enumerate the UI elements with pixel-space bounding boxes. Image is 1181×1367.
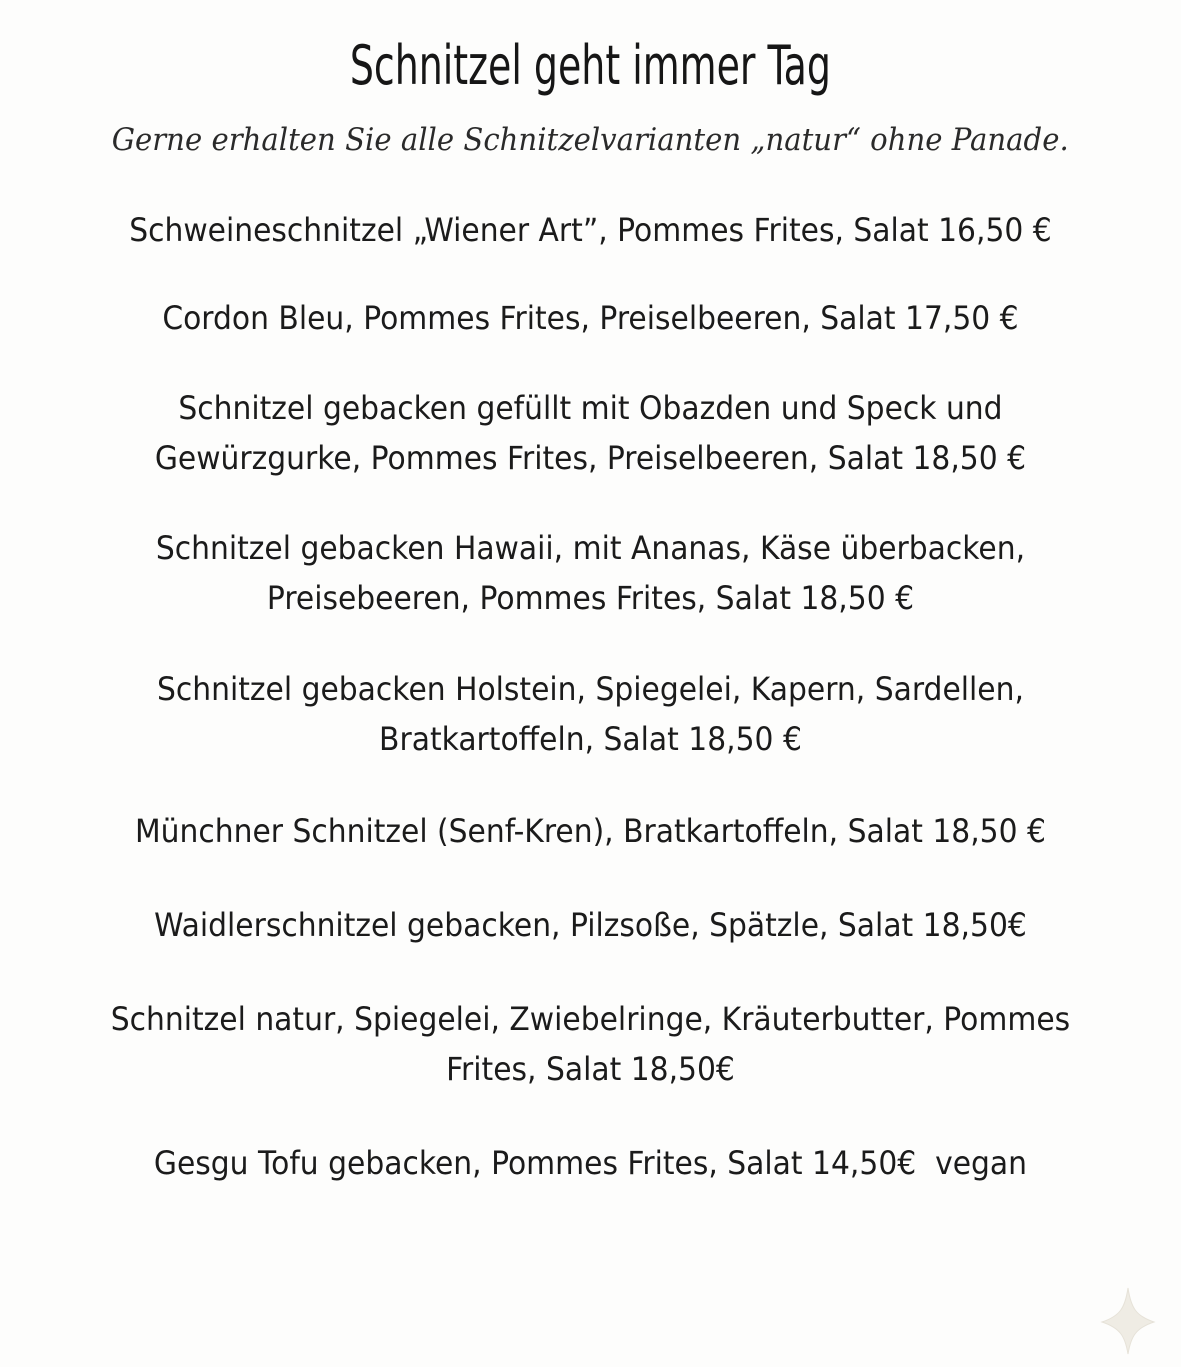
menu-item-waidlerschnitzel (0, 900, 1181, 950)
menu-title: Schnitzel geht immer Tag (349, 34, 831, 97)
menu-item-muenchner-schnitzel (0, 806, 1181, 856)
menu-item-line: Bratkartoffeln, Salat 18,50 € (379, 720, 802, 758)
menu-item-line: Waidlerschnitzel gebacken, Pilzsoße, Spätzle, Salat 18,50€ (154, 906, 1027, 944)
menu-item-schnitzel-natur (0, 994, 1181, 1094)
sparkle-icon (1100, 1286, 1156, 1356)
menu-item-line: Preisebeeren, Pommes Frites, Salat 18,50 € (266, 579, 915, 617)
menu-item-schnitzel-holstein (0, 664, 1181, 764)
menu-item-line: Schweineschnitzel „Wiener Art”, Pommes Frites, Salat 16,50 € (129, 211, 1052, 249)
menu-subtitle: Gerne erhalten Sie alle Schnitzelvarianten „natur“ ohne Panade. (111, 122, 1069, 158)
menu-item-line: Schnitzel gebacken gefüllt mit Obazden und Speck und (178, 389, 1003, 427)
menu-item-schnitzel-hawaii (0, 523, 1181, 623)
menu-item-tofu-vegan (0, 1138, 1181, 1188)
menu-item-line: Cordon Bleu, Pommes Frites, Preiselbeeren, Salat 17,50 € (162, 299, 1019, 337)
menu-item-schnitzel-obazda (0, 383, 1181, 483)
menu-item-schweineschnitzel (0, 205, 1181, 255)
menu-item-line: Gewürzgurke, Pommes Frites, Preiselbeeren, Salat 18,50 € (154, 439, 1027, 477)
menu-item-line: Schnitzel gebacken Holstein, Spiegelei, Kapern, Sardellen, (157, 670, 1024, 708)
menu-item-cordon-bleu (0, 293, 1181, 343)
menu-item-line: Schnitzel natur, Spiegelei, Zwiebelringe, Kräuterbutter, Pommes (110, 1000, 1071, 1038)
menu-item-line: Gesgu Tofu gebacken, Pommes Frites, Salat 14,50€ vegan (153, 1144, 1028, 1182)
menu-item-line: Münchner Schnitzel (Senf-Kren), Bratkartoffeln, Salat 18,50 € (134, 812, 1046, 850)
menu-item-line: Schnitzel gebacken Hawaii, mit Ananas, Käse überbacken, (155, 529, 1026, 567)
menu-item-line: Frites, Salat 18,50€ (446, 1050, 735, 1088)
